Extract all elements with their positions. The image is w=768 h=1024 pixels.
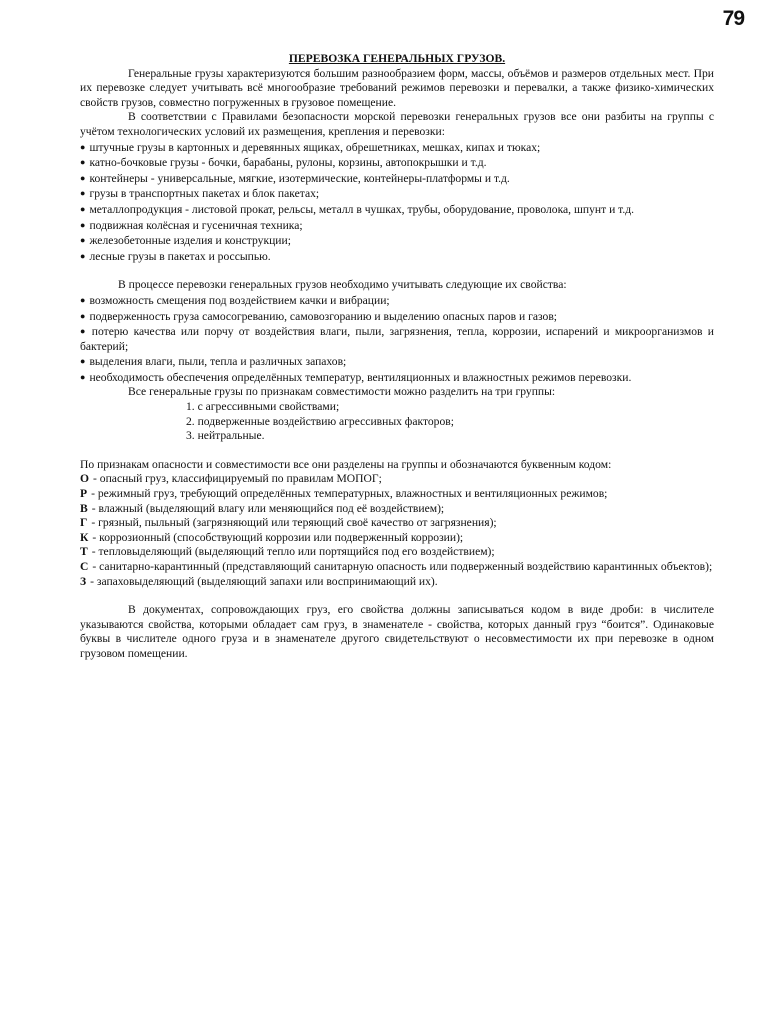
list-item: ● подвижная колёсная и гусеничная техника; — [80, 218, 714, 234]
code-item — [80, 531, 714, 546]
list-item: ● подверженность груза самосогреванию, самовозгоранию и выделению опасных паров и газов; — [80, 309, 714, 325]
compat-intro: Все генеральные грузы по признакам совместимости можно разделить на три группы: — [128, 385, 556, 399]
page-number: 79 — [722, 7, 744, 30]
code-letter: З — [80, 574, 87, 588]
code-letter: К — [80, 530, 89, 544]
list-item: ● штучные грузы в картонных и деревянных ящиках, обрешетниках, мешках, кипах и тюках; — [80, 140, 714, 156]
list-item: 2. подверженные воздействию агрессивных факторов; — [186, 414, 454, 428]
list-item: 3. нейтральные. — [186, 429, 265, 443]
code-item — [80, 472, 714, 487]
properties-list — [80, 293, 714, 386]
code-item — [80, 502, 714, 517]
page-title: ПЕРЕВОЗКА ГЕНЕРАЛЬНЫХ ГРУЗОВ. — [288, 52, 506, 65]
code-letter: Г — [80, 516, 88, 530]
code-item — [80, 487, 714, 502]
spacer — [80, 589, 714, 603]
compat-groups-list — [80, 400, 714, 444]
list-item: 1. с агрессивными свойствами; — [186, 400, 340, 414]
code-text: - санитарно-карантинный (представляющий санитарную опасность или подверженный воздействию карантинных объектов); — [92, 560, 713, 573]
list-item: ● выделения влаги, пыли, тепла и различных запахов; — [80, 354, 714, 370]
codes-list — [80, 472, 714, 589]
document-body — [80, 52, 714, 662]
list-item: ● грузы в транспортных пакетах и блок пакетах; — [80, 186, 714, 202]
list-item: ● потерю качества или порчу от воздействия влаги, пыли, загрязнения, тепла, коррозии, испарений и микроорганизмов и бактерий; — [80, 324, 714, 354]
cargo-groups-list — [80, 140, 714, 265]
list-item: ● необходимость обеспечения определённых температур, вентиляционных и влажностных режимов перевозки. — [80, 370, 714, 386]
code-item — [80, 545, 714, 560]
code-letter: О — [80, 472, 90, 486]
list-item: ● возможность смещения под воздействием качки и вибрации; — [80, 293, 714, 309]
list-item: ● лесные грузы в пакетах и россыпью. — [80, 249, 714, 265]
code-letter: Р — [80, 487, 88, 501]
code-text: - влажный (выделяющий влагу или меняющийся под её воздействием); — [91, 501, 445, 515]
spacer — [80, 264, 714, 278]
list-item: ● железобетонные изделия и конструкции; — [80, 233, 714, 249]
code-letter: Т — [80, 545, 88, 559]
code-text: - тепловыделяющий (выделяющий тепло или портящийся под его воздействием); — [91, 545, 495, 559]
closing-paragraph: В документах, сопровождающих груз, его свойства должны записываться кодом в виде дроби: в числителе указываются свойства, которыми обладает сам груз, в знаменателе - свойства, которых данный груз “боится”. Одинаковые буквы в числителе одного груза и в знаменателе другого свидетельствуют о несовместимости их при перевозке в одном грузовом помещении. — [80, 603, 714, 660]
list-item: ● металлопродукция - листовой прокат, рельсы, металл в чушках, трубы, оборудование, проволока, шпунт и т.д. — [80, 202, 714, 218]
properties-intro: В процессе перевозки генеральных грузов необходимо учитывать следующие их свойства: — [118, 278, 567, 292]
code-text: - грязный, пыльный (загрязняющий или теряющий своё качество от загрязнения); — [91, 516, 497, 530]
intro-paragraph-2: В соответствии с Правилами безопасности морской перевозки генеральных грузов все они разбиты на группы с учётом технологических условий их размещения, крепления и перевозки: — [80, 110, 714, 138]
code-letter: С — [80, 560, 89, 573]
code-text: - опасный груз, классифицируемый по правилам МОПОГ; — [93, 472, 382, 486]
spacer — [80, 444, 714, 458]
codes-intro: По признакам опасности и совместимости все они разделены на группы и обозначаются буквенным кодом: — [80, 457, 612, 471]
code-text: - запаховыделяющий (выделяющий запахи или воспринимающий их). — [90, 574, 438, 588]
code-text: - режимный груз, требующий определённых температурных, влажностных и вентиляционных режимов; — [91, 487, 608, 501]
code-item — [80, 516, 714, 531]
code-item — [80, 560, 714, 575]
code-text: - коррозионный (способствующий коррозии или подверженный коррозии); — [92, 530, 464, 544]
code-letter: В — [80, 501, 88, 515]
list-item: ● катно-бочковые грузы - бочки, барабаны, рулоны, корзины, автопокрышки и т.д. — [80, 155, 714, 171]
intro-paragraph-1: Генеральные грузы характеризуются большим разнообразием форм, массы, объёмов и размеров отдельных мест. При их перевозке следует учитывать всё многообразие требований режимов перевозки и перевалки, а также физико-химических свойств грузов, совместно погруженных в грузовое помещение. — [80, 66, 714, 109]
list-item: ● контейнеры - универсальные, мягкие, изотермические, контейнеры-платформы и т.д. — [80, 171, 714, 187]
code-item — [80, 575, 714, 590]
